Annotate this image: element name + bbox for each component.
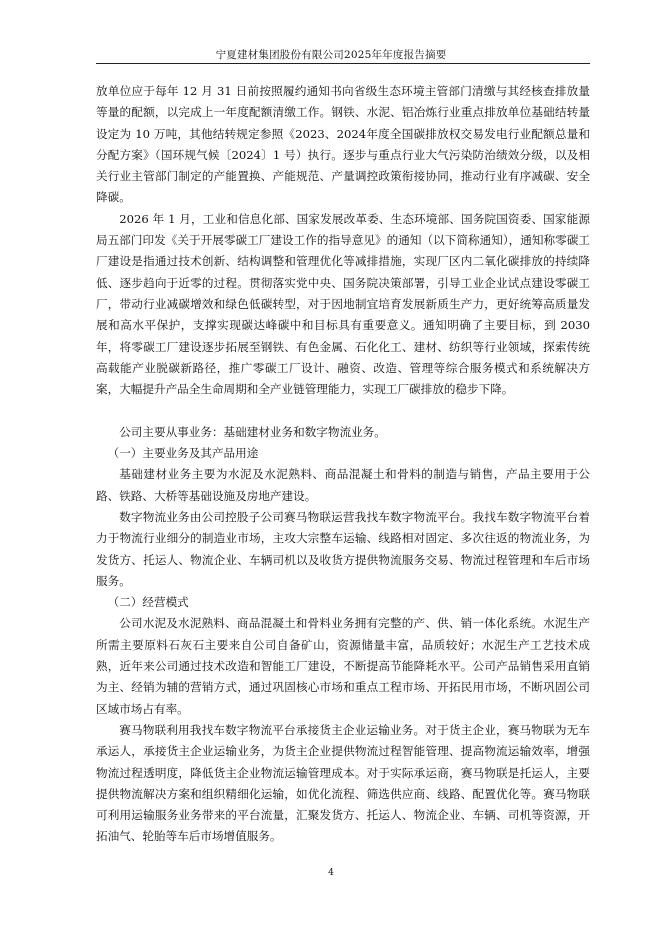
header-divider: [96, 63, 590, 64]
paragraph-cement-operations: 公司水泥及水泥熟料、商品混凝土和骨料业务拥有完整的产、供、销一体化系统。水泥生产所需主要原料石灰石主要来自公司自备矿山，资源储量丰富，品质较好；水泥生产工艺技术成熟，近年来公司通过技术改造和智能工厂建设，不断提高节能降耗水平。公司产品销售采用直销为主、经销为辅的营销方式，通过巩固核心市场和重点工程市场、开拓民用市场，不断巩固公司区域市场占有率。: [96, 616, 590, 716]
page-number: 4: [328, 868, 334, 878]
paragraph-carbon-quota: 放单位应于每年 12 月 31 日前按照履约通知书向省级生态环境主管部门清缴与其经核查排放量等量的配额，以完成上一年度配额清缴工作。钢铁、水泥、铝冶炼行业重点排放单位基础结转量设定为 10 万吨，其他结转规定参照《2023、2024年度全国碳排放权交易发电行业配额总量和分配方案》（国环规气候〔2024〕1 号）执行。逐步与重点行业大气污染防治绩效分级，以及相关行业主管部门制定的产能置换、产能规范、产量调控政策衔接协同，推动行业有序减碳、安全降碳。: [96, 84, 590, 205]
paragraph-building-materials: 基础建材业务主要为水泥及水泥熟料、商品混凝土和骨料的制造与销售，产品主要用于公路、铁路、大桥等基础设施及房地产建设。: [96, 467, 590, 503]
paragraph-saima-logistics: 赛马物联利用我找车数字物流平台承接货主企业运输业务。对于货主企业，赛马物联为无车承运人，承接货主企业运输业务，为货主企业提供物流过程智能管理、提高物流运输效率，增强物流过程透明度，降低货主企业物流运输管理成本。对于实际承运商，赛马物联是托运人，主要提供物流解决方案和组织精细化运输，如优化流程、筛选供应商、线路、配置优化等。赛马物联可利用运输服务业务带来的平台流量，汇聚发货方、托运人、物流企业、车辆、司机等资源，开拓油气、轮胎等车后市场增值服务。: [96, 722, 590, 844]
document-body: [96, 81, 590, 848]
paragraph-zero-carbon-factory: 2026 年 1 月，工业和信息化部、国家发展改革委、生态环境部、国务院国资委、国家能源局五部门印发《关于开展零碳工厂建设工作的指导意见》的通知（以下简称通知），通知称零碳工厂建设是指通过技术创新、结构调整和管理优化等减排措施，实现厂区内二氧化碳排放的持续降低、逐步趋向于近零的过程。贯彻落实党中央、国务院决策部署，引导工业企业试点建设零碳工厂，带动行业减碳增效和绿色低碳转型，对于因地制宜培育发展新质生产力，更好统筹高质量发展和高水平保护，支撑实现碳达峰碳中和目标具有重要意义。通知明确了主要目标，到 2030 年，将零碳工厂建设逐步拓展至钢铁、有色金属、石化化工、建材、纺织等行业领域，探索传统高载能产业脱碳新路径，推广零碳工厂设计、融资、改造、管理等综合服务模式和系统解决方案，大幅提升产品全生命周期和全产业链管理能力，实现工厂碳排放的稳步下降。: [96, 211, 590, 397]
paragraph-main-business: 公司主要从事业务：基础建材业务和数字物流业务。: [119, 424, 386, 439]
paragraph-spacer: [96, 400, 590, 421]
section-heading-business-model: （二）经营模式: [107, 595, 189, 610]
page-header: 宁夏建材集团股份有限公司2025年年度报告摘要: [215, 49, 447, 61]
paragraph-digital-logistics: 数字物流业务由公司控股子公司赛马物联运营我找车数字物流平台。我找车数字物流平台着力于物流行业细分的制造业市场，主攻大宗整车运输、线路相对固定、多次往返的物流业务，为发货方、托运人、物流企业、车辆司机以及收货方提供物流服务交易、物流过程管理和车后市场服务。: [96, 509, 590, 588]
section-heading-products: （一）主要业务及其产品用途: [107, 446, 259, 461]
